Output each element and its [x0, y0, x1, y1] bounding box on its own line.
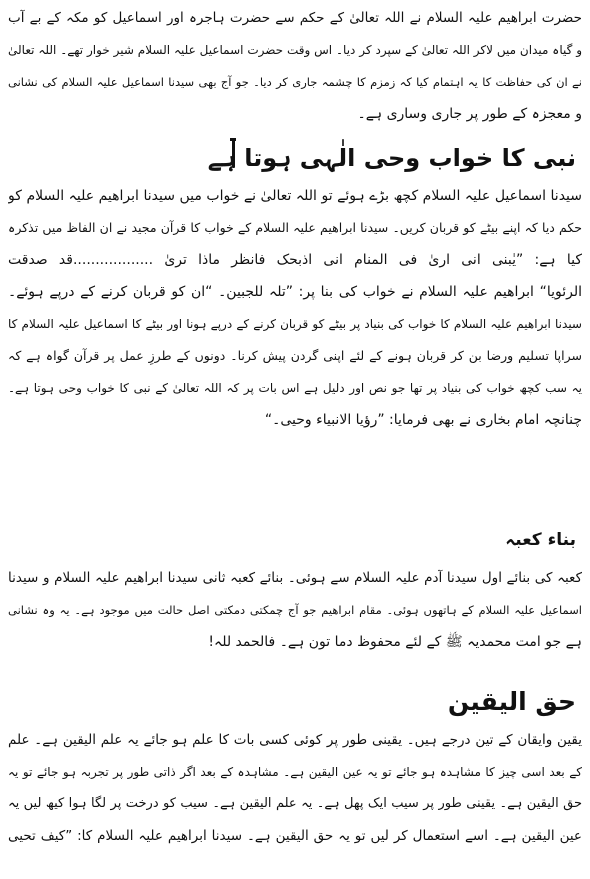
heading-building-kaaba: بناء کعبہ: [505, 530, 576, 550]
heading-prophet-dream: نبی کا خواب وحی الٰہی ہوتا ہے: [207, 144, 576, 172]
text-line: نے ان کی حفاظت کا یہ اہتمام کیا کہ زمزم کا چشمہ جاری کر دیا۔ جو آج بھی سیدنا اسماعیل علیہ السلام کی نشانی: [8, 75, 582, 89]
text-line: کیا ہے: ”یٰبنی انی اریٰ فی المنام انی اذبحک فانظر ماذا تریٰ ..................قد صدقت: [8, 252, 582, 268]
text-line: کے بعد اسی چیز کا مشاہدہ ہو جائے تو یہ عین الیقین ہے۔ مشاہدہ کے بعد اگر ذاتی طور پر تجربہ ہو جائے تو یہ: [8, 765, 582, 779]
text-line: الرئویا“ ابراھیم علیہ السلام نے خواب کی بنا پر: ”تلہ للجبین۔ “ان کو قربان کرنے کے درپے ہوئے۔: [8, 284, 582, 300]
text-line: یقین وایقان کے تین درجے ہیں۔ یقینی طور پر کوئی کسی بات کا علم ہو جائے یہ علم الیقین ہے۔ علم: [8, 732, 582, 748]
text-line: ہے جو امت محمدیہ ﷺ کے لئے محفوظ دما تون ہے۔ فالحمد للہ!: [208, 634, 582, 650]
text-line: چنانچہ امام بخاری نے بھی فرمایا: ”رؤیا الانبیاء وحیی۔“: [264, 412, 582, 428]
text-line: یہ سب کچھ خواب کی بنیاد پر تھا جو نص اور دلیل ہے اس بات پر کہ اللہ تعالیٰ کے نبی کا خواب وحی ہوتا ہے۔: [8, 381, 582, 395]
text-line: سراپا تسلیم ورضا بن کر قربان ہونے کے لئے اپنی گردن پیش کرنا۔ دونوں کے طرزِ عمل پر قرآن گواہ ہے کہ: [8, 348, 582, 363]
paragraph-zamzam: [8, 2, 582, 130]
text-line: سیدنا ابراھیم علیہ السلام کا خواب کی بنیاد پر بیٹے کو قربان کرنے کے درپے ہونا اور بیٹے کا اسماعیل علیہ السلام کا: [8, 317, 582, 331]
text-line: کعبہ کی بنائے اول سیدنا آدم علیہ السلام سے ہوئی۔ بنائے کعبہ ثانی سیدنا ابراھیم علیہ السلام و سیدنا: [8, 570, 582, 586]
heading-haqq-ul-yaqeen: حق الیقین: [447, 687, 576, 716]
text-line: سیدنا اسماعیل علیہ السلام کچھ بڑے ہوئے تو اللہ تعالیٰ نے خواب میں سیدنا ابراھیم علیہ السلام کو: [8, 188, 582, 204]
paragraph-dream: [8, 180, 582, 436]
text-line: عین الیقین ہے۔ اسے استعمال کر لیں تو یہ حق الیقین ہے۔ سیدنا ابراھیم علیہ السلام کا: ”کیف تحیی: [8, 828, 582, 844]
paragraph-certainty: [8, 724, 582, 852]
text-line: حضرت ابراھیم علیہ السلام نے اللہ تعالیٰ کے حکم سے حضرت ہاجرہ اور اسماعیل کو مکہ کے بے آب: [8, 10, 582, 26]
text-line: حکم دیا کہ اپنے بیٹے کو قربان کریں۔ سیدنا ابراھیم علیہ السلام کے خواب کا قرآن مجید نے ان الفاظ میں تذکرہ: [8, 220, 582, 235]
paragraph-kaaba: [8, 562, 582, 658]
text-line: حق الیقین ہے۔ یقینی طور پر سیب ایک پھل ہے۔ یہ علم الیقین ہے۔ سیب کو درخت پر لگا ہوا کیھ لیں یہ: [8, 796, 582, 811]
text-line: و معجزہ کے طور پر جاری وساری ہے۔: [357, 106, 582, 122]
text-line: اسماعیل علیہ السلام کے ہاتھوں ہوئی۔ مقام ابراھیم جو آج چمکتی دمکتی اصل حالت میں موجود ہے۔ یہ وہ نشانی: [8, 603, 582, 617]
text-line: و گیاہ میدان میں لاکر اللہ تعالیٰ کے سپرد کر دیا۔ اس وقت حضرت اسماعیل علیہ السلام شیر خوار تھے۔ اللہ تعالیٰ: [8, 43, 582, 57]
